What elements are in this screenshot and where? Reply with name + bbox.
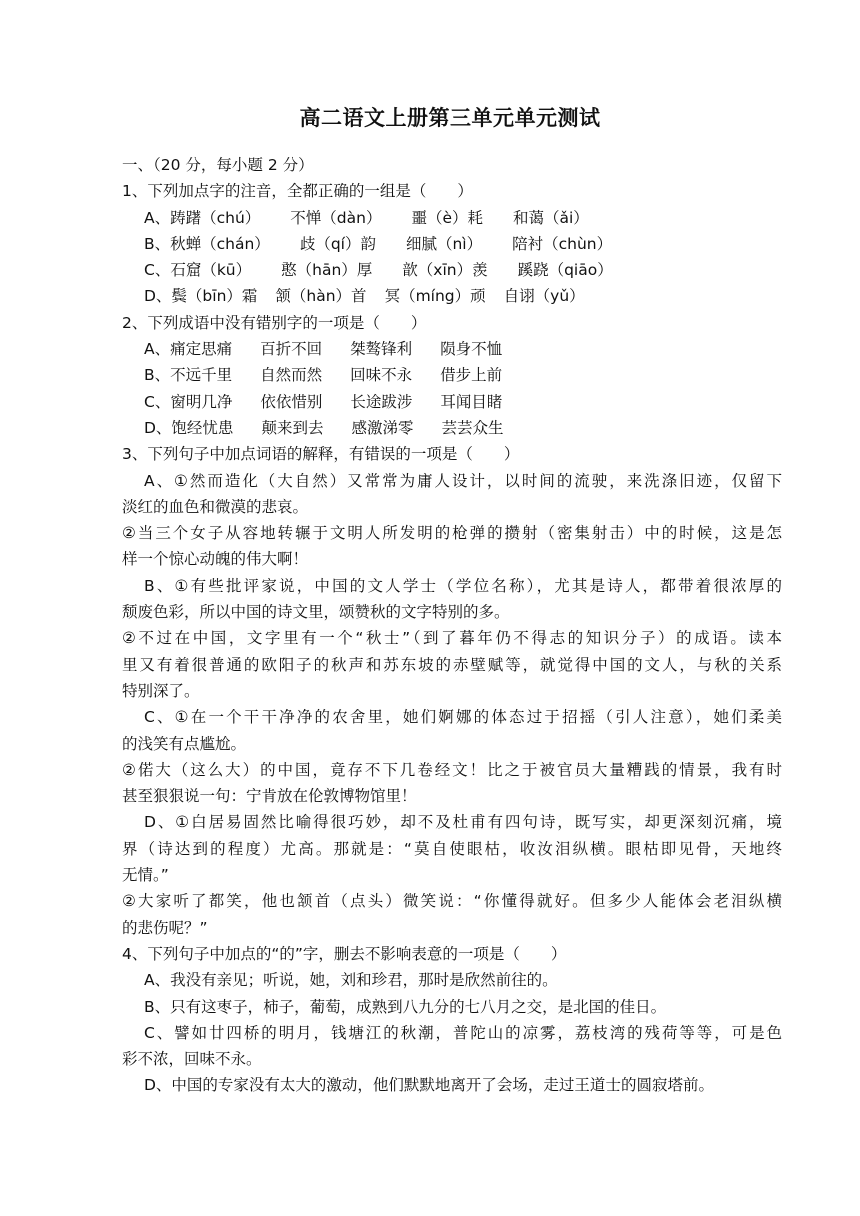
question-4-text-line: 彩不浓，回味不永。 <box>122 1050 262 1069</box>
option-item: B、不远千里 <box>144 366 233 385</box>
option-item: 感激涕零 <box>351 418 414 437</box>
option-item: 憨（hān）厚 <box>281 261 373 280</box>
option-item: 长途跋涉 <box>350 392 413 411</box>
question-3-text-line: ②当三个女子从容地转辗于文明人所发明的枪弹的攒射（密集射击）中的时候，这是怎 <box>122 524 782 543</box>
question-2-option-c <box>122 389 782 415</box>
question-3-text-line: C、①在一个干干净净的农舍里，她们婀娜的体态过于招摇（引人注意），她们柔美 <box>144 708 782 727</box>
question-2-stem: 2、下列成语中没有错别字的一项是（ ） <box>122 313 427 332</box>
option-item: 不惮（dàn） <box>290 208 382 227</box>
option-item: 百折不回 <box>260 340 323 359</box>
question-1-stem: 1、下列加点字的注音，全都正确的一组是（ ） <box>122 182 473 201</box>
option-item: 冥（míng）顽 <box>384 287 486 306</box>
option-item: 和蔼（ǎi） <box>513 208 589 227</box>
question-3-text-line: 特别深了。 <box>122 681 200 700</box>
option-item: 细腻（nì） <box>405 234 483 253</box>
question-3-stem: 3、下列句子中加点词语的解释，有错误的一项是（ ） <box>122 445 520 464</box>
document-body <box>122 152 782 1099</box>
question-4-text-line: B、只有这枣子，柿子，葡萄，成熟到八九分的七八月之交，是北国的佳日。 <box>144 997 667 1016</box>
question-3-text-line: D、①白居易固然比喻得很巧妙，却不及杜甫有四句诗，既写实，却更深刻沉痛，境 <box>144 813 782 832</box>
question-4-stem: 4、下列句子中加点的“的”字，删去不影响表意的一项是（ ） <box>122 944 567 963</box>
option-item: A、踌躇（chú） <box>144 208 261 227</box>
question-3-text-line: 界（诗达到的程度）尤高。那就是：“莫自使眼枯，收汝泪纵横。眼枯即见骨，天地终 <box>122 839 782 858</box>
question-3-text-line: 颓废色彩，所以中国的诗文里，颂赞秋的文字特别的多。 <box>122 603 510 622</box>
question-3-text-line: 淡红的血色和微漠的悲哀。 <box>122 497 309 516</box>
question-3-text-line: 样一个惊心动魄的伟大啊！ <box>122 550 309 569</box>
option-item: 耳闻目睹 <box>440 392 503 411</box>
option-item: 蹊跷（qiāo） <box>517 261 613 280</box>
question-3-text-line: 的悲伤呢？” <box>122 918 208 937</box>
question-3-text-line: 甚至狠狠说一句：宁肯放在伦敦博物馆里！ <box>122 787 417 806</box>
option-item: 陨身不恤 <box>440 340 503 359</box>
option-item: D、饱经忧患 <box>144 418 234 437</box>
question-1-option-b <box>122 231 782 257</box>
question-1-option-d <box>122 283 782 309</box>
option-item: 自然而然 <box>260 366 323 385</box>
option-item: A、痛定思痛 <box>144 340 233 359</box>
option-item: D、鬓（bīn）霜 <box>144 287 258 306</box>
question-4-text-line: C、譬如廿四桥的明月，钱塘江的秋潮，普陀山的凉雾，荔枝湾的残荷等等，可是色 <box>144 1023 782 1042</box>
question-3-text-line: 的浅笑有点尴尬。 <box>122 734 247 753</box>
option-item: B、秋蝉（chán） <box>144 234 270 253</box>
question-2-option-d <box>122 415 782 441</box>
question-2-option-b <box>122 362 782 388</box>
document-title: 高二语文上册第三单元单元测试 <box>299 106 601 130</box>
option-item: 颠来到去 <box>261 418 324 437</box>
section-header: 一、（20 分，每小题 2 分） <box>122 156 314 174</box>
option-item: 借步上前 <box>440 366 503 385</box>
option-item: C、石窟（kū） <box>144 261 252 280</box>
question-3-text-line: 无情。” <box>122 866 169 885</box>
option-item: 芸芸众生 <box>441 418 504 437</box>
question-4-text-line: A、我没有亲见；听说，她，刘和珍君，那时是欣然前往的。 <box>144 971 558 990</box>
option-item: 歧（qí）韵 <box>299 234 376 253</box>
question-2-option-a <box>122 336 782 362</box>
option-item: 回味不永 <box>350 366 413 385</box>
question-4-text-line: D、中国的专家没有太大的激动，他们默默地离开了会场，走过王道士的圆寂塔前。 <box>144 1076 714 1095</box>
question-3-text-line: ②偌大（这么大）的中国，竟存不下几卷经文！比之于被官员大量糟践的情景，我有时 <box>122 760 782 779</box>
question-3-text-line: B、①有些批评家说，中国的文人学士（学位名称），尤其是诗人，都带着很浓厚的 <box>144 576 782 595</box>
question-1-option-c <box>122 257 782 283</box>
question-3-text-line: A、①然而造化（大自然）又常常为庸人设计，以时间的流驶，来洗涤旧迹，仅留下 <box>144 471 782 490</box>
question-1-option-a <box>122 205 782 231</box>
question-3-text-line: ②不过在中国，文字里有一个“秋士”（到了暮年仍不得志的知识分子）的成语。读本 <box>122 629 782 648</box>
question-3-text-line: 里又有着很普通的欧阳子的秋声和苏东坡的赤壁赋等，就觉得中国的文人，与秋的关系 <box>122 655 782 674</box>
option-item: C、窗明几净 <box>144 392 233 411</box>
option-item: 噩（è）耗 <box>411 208 483 227</box>
option-item: 自诩（yǔ） <box>503 287 585 306</box>
option-item: 颔（hàn）首 <box>275 287 367 306</box>
question-3-text-line: ②大家听了都笑，他也颔首（点头）微笑说：“你懂得就好。但多少人能体会老泪纵横 <box>122 892 782 911</box>
option-item: 歆（xīn）羡 <box>402 261 488 280</box>
option-item: 依依惜别 <box>260 392 323 411</box>
option-item: 桀骜锋利 <box>350 340 413 359</box>
option-item: 陪衬（chùn） <box>512 234 613 253</box>
